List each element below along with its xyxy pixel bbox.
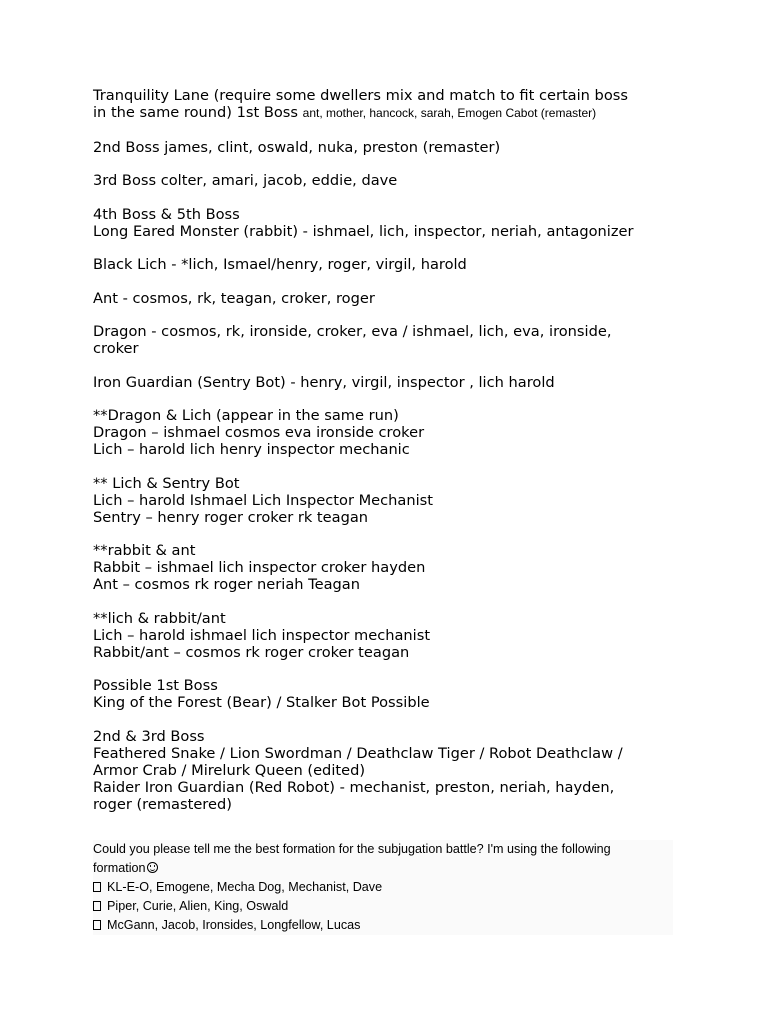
dragon-lich-lich: Lich – harold lich henry inspector mechanic <box>93 441 410 458</box>
team-line-2 <box>93 897 673 916</box>
rabbit-ant-heading: **rabbit & ant <box>93 542 196 559</box>
intro-line-2-small: ant, mother, hancock, sarah, Emogen Cabot (remaster) <box>302 106 597 120</box>
dragon-lich-paragraph <box>93 407 673 458</box>
lich-sentry-sentry: Sentry – henry roger croker rk teagan <box>93 508 369 526</box>
formation-question <box>93 840 673 935</box>
lich-sentry-heading: ** Lich & Sentry Bot <box>93 474 240 492</box>
ant-line: Ant - cosmos, rk, teagan, croker, roger <box>93 289 375 307</box>
intro-paragraph <box>93 87 673 122</box>
dragon-lich-dragon: Dragon – ishmael cosmos eva ironside croker <box>93 424 425 441</box>
possible-first-heading: Possible 1st Boss <box>93 677 218 694</box>
team-3-text: McGann, Jacob, Ironsides, Longfellow, Lucas <box>107 918 361 932</box>
rabbit-ant-paragraph <box>93 542 673 593</box>
team-1-text: KL-E-O, Emogene, Mecha Dog, Mechanist, Dave <box>107 880 383 894</box>
rabbit-ant-ant: Ant – cosmos rk roger neriah Teagan <box>93 576 360 593</box>
second-third-heading: 2nd & 3rd Boss <box>93 727 205 745</box>
team-line-1 <box>93 878 673 897</box>
possible-first-boss-paragraph <box>93 677 673 711</box>
lich-sentry-paragraph <box>93 475 673 526</box>
second-third-line-4: roger (remastered) <box>93 795 232 813</box>
boss45-line: Long Eared Monster (rabbit) - ishmael, lich, inspector, neriah, antagonizer <box>93 222 634 240</box>
team-2-text: Piper, Curie, Alien, King, Oswald <box>107 899 289 913</box>
lich-rabbit-ant-lich: Lich – harold ishmael lich inspector mechanist <box>93 626 431 644</box>
box-icon <box>93 882 101 892</box>
second-third-boss-paragraph <box>93 728 673 813</box>
dragon-paragraph <box>93 323 673 357</box>
boss45-paragraph <box>93 206 673 240</box>
box-icon <box>93 901 101 911</box>
box-icon <box>93 920 101 930</box>
dragon-lich-heading: **Dragon & Lich (appear in the same run) <box>93 407 399 424</box>
intro-line-2 <box>93 104 673 122</box>
lich-rabbit-ant-heading: **lich & rabbit/ant <box>93 609 226 627</box>
question-line-2 <box>93 859 673 878</box>
team-line-3 <box>93 916 673 935</box>
boss3-paragraph <box>93 172 673 189</box>
dragon-line-2: croker <box>93 340 139 357</box>
intro-line-1: Tranquility Lane (require some dwellers mix and match to fit certain boss <box>93 87 628 104</box>
lich-sentry-lich: Lich – harold Ishmael Lich Inspector Mechanist <box>93 491 434 509</box>
rabbit-ant-rabbit: Rabbit – ishmael lich inspector croker hayden <box>93 559 426 576</box>
dragon-line-1: Dragon - cosmos, rk, ironside, croker, eva / ishmael, lich, eva, ironside, <box>93 323 612 340</box>
possible-first-line: King of the Forest (Bear) / Stalker Bot Possible <box>93 694 430 711</box>
second-third-line-1: Feathered Snake / Lion Swordman / Deathclaw Tiger / Robot Deathclaw / <box>93 744 623 762</box>
boss2-paragraph <box>93 139 673 156</box>
boss3-line: 3rd Boss colter, amari, jacob, eddie, dave <box>93 172 398 189</box>
second-third-line-2: Armor Crab / Mirelurk Queen (edited) <box>93 761 366 779</box>
question-line-2-text: formation <box>93 861 146 875</box>
black-lich-paragraph <box>93 256 673 273</box>
iron-guardian-paragraph <box>93 374 673 391</box>
iron-guardian-line: Iron Guardian (Sentry Bot) - henry, virgil, inspector , lich harold <box>93 373 555 391</box>
lich-rabbit-ant-rabbit-ant: Rabbit/ant – cosmos rk roger croker teagan <box>93 643 410 661</box>
boss45-heading: 4th Boss & 5th Boss <box>93 205 240 223</box>
intro-line-2-main: in the same round) 1st Boss <box>93 104 303 121</box>
boss2-line: 2nd Boss james, clint, oswald, nuka, preston (remaster) <box>93 138 501 156</box>
second-third-line-3: Raider Iron Guardian (Red Robot) - mechanist, preston, neriah, hayden, <box>93 778 615 796</box>
smile-icon <box>147 862 158 873</box>
lich-rabbit-ant-paragraph <box>93 610 673 661</box>
ant-paragraph <box>93 290 673 307</box>
black-lich-line: Black Lich - *lich, Ismael/henry, roger, virgil, harold <box>93 256 467 273</box>
question-line-1: Could you please tell me the best formation for the subjugation battle? I'm using the following <box>93 842 611 856</box>
document-body <box>93 87 673 829</box>
